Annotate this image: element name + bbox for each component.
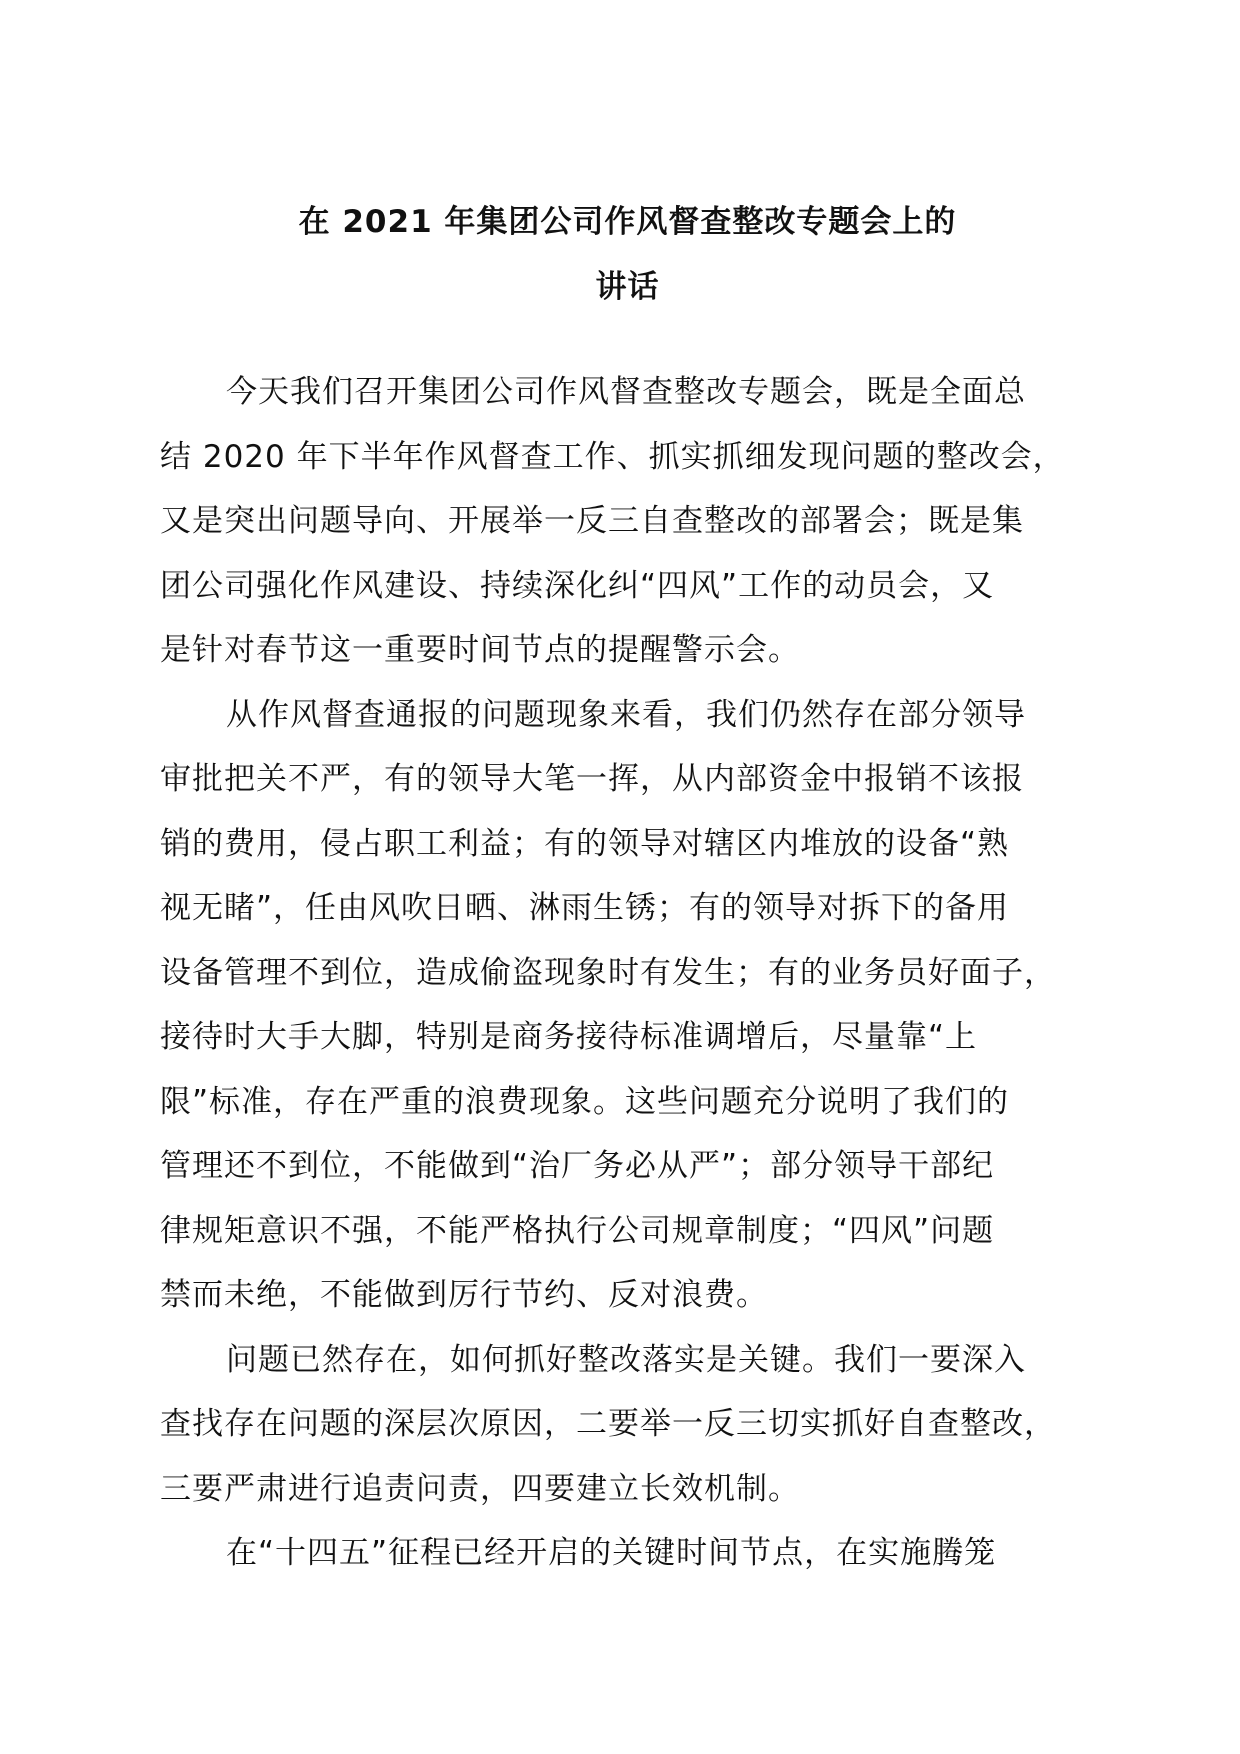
paragraph-3	[160, 1328, 1120, 1522]
paragraph-1	[160, 360, 1120, 683]
paragraph-line: 又是突出问题导向、开展举一反三自查整改的部署会；既是集	[160, 503, 1024, 539]
paragraph-2	[160, 683, 1120, 1328]
document-title	[160, 190, 1095, 319]
paragraph-line: 限”标准，存在严重的浪费现象。这些问题充分说明了我们的	[160, 1083, 1010, 1120]
paragraph-line: 律规矩意识不强，不能严格执行公司规章制度；“四风”问题	[160, 1212, 995, 1249]
paragraph-line: 查找存在问题的深层次原因，二要举一反三切实抓好自查整改，	[160, 1406, 1056, 1442]
paragraph-line: 结 2020 年下半年作风督查工作、抓实抓细发现问题的整改会，	[160, 438, 1065, 475]
paragraph-line: 团公司强化作风建设、持续深化纠“四风”工作的动员会，又	[160, 567, 995, 604]
paragraph-line: 审批把关不严，有的领导大笔一挥，从内部资金中报销不该报	[160, 761, 1024, 797]
paragraph-line: 视无睹”，任由风吹日晒、淋雨生锈；有的领导对拆下的备用	[160, 890, 1010, 926]
paragraph-line: 设备管理不到位，造成偷盗现象时有发生；有的业务员好面子，	[160, 954, 1056, 991]
document-body	[160, 360, 1120, 1586]
paragraph-line: 管理还不到位，不能做到“治厂务必从严”；部分领导干部纪	[160, 1148, 995, 1184]
paragraph-line: 接待时大手大脚，特别是商务接待标准调增后，尽量靠“上	[160, 1019, 978, 1055]
paragraph-line: 是针对春节这一重要时间节点的提醒警示会。	[160, 632, 800, 668]
paragraph-line: 销的费用，侵占职工利益；有的领导对辖区内堆放的设备“熟	[160, 825, 1010, 862]
paragraph-line: 三要严肃进行追责问责，四要建立长效机制。	[160, 1470, 800, 1507]
paragraph-4	[160, 1521, 1120, 1586]
title-line: 在 2021 年集团公司作风督查整改专题会上的	[298, 204, 957, 240]
paragraph-line: 今天我们召开集团公司作风督查整改专题会，既是全面总	[226, 374, 1026, 410]
title-line: 讲话	[595, 268, 660, 305]
paragraph-line: 在“十四五”征程已经开启的关键时间节点，在实施腾笼	[226, 1535, 997, 1571]
paragraph-line: 问题已然存在，如何抓好整改落实是关键。我们一要深入	[226, 1341, 1026, 1378]
paragraph-line: 从作风督查通报的问题现象来看，我们仍然存在部分领导	[226, 696, 1026, 733]
paragraph-line: 禁而未绝，不能做到厉行节约、反对浪费。	[160, 1277, 768, 1313]
